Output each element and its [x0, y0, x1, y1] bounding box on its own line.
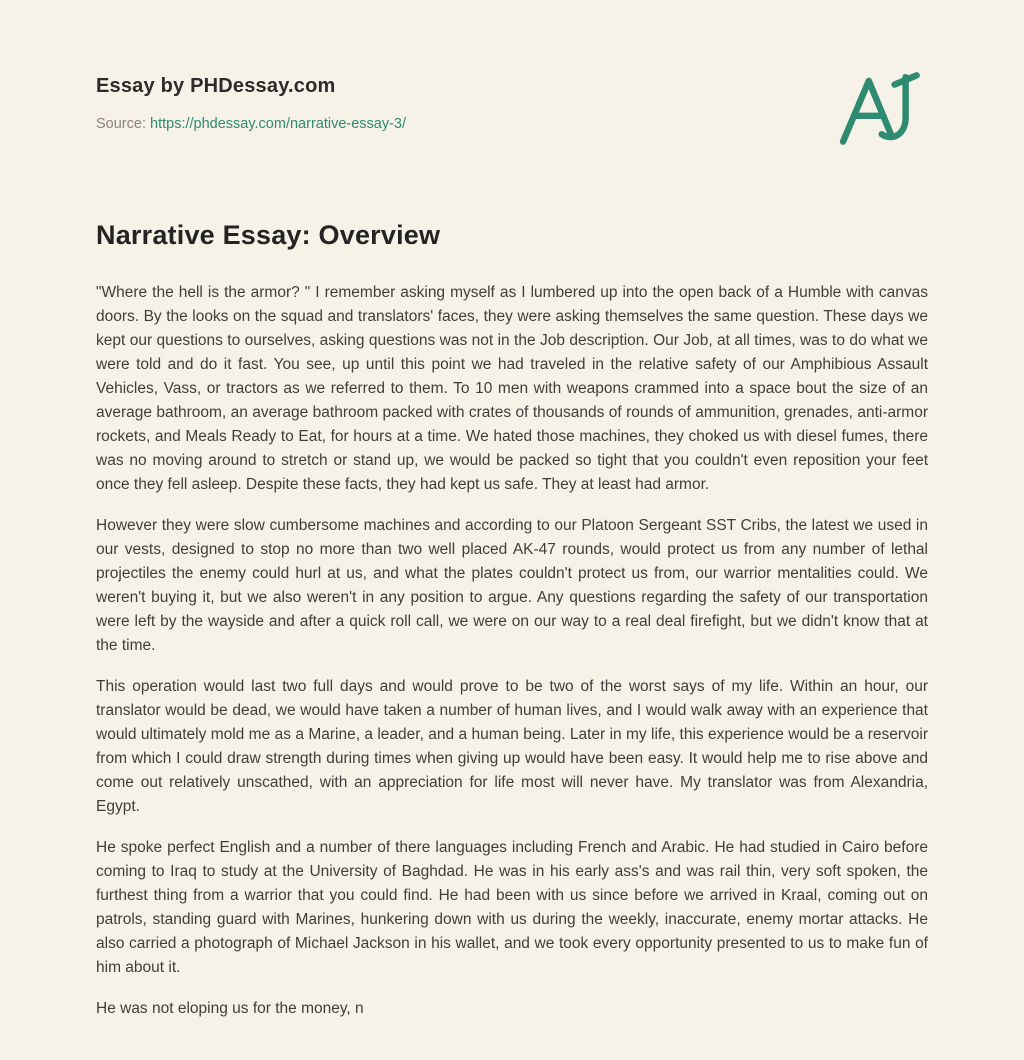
source-url-link[interactable]: https://phdessay.com/narrative-essay-3/	[150, 116, 407, 132]
essay-paragraph: He was not eloping us for the money, n	[96, 1000, 364, 1017]
source-line	[96, 116, 928, 132]
essay-paragraph: This operation would last two full days and would prove to be two of the worst says of my life. Within an hour, our translator would be dead, we would have taken a number of human lives, and I would walk away with an experience that would ultimately mold me as a Marine, a leader, and a human being. Later in my life, this experience would be a reservoir from which I could draw strength during times when giving up would have been easy. It would help me to rise above and come out relatively unscathed, with an appreciation for life most will never have. My translator was from Alexandria, Egypt.	[96, 678, 928, 815]
page-title: Essay by PHDessay.com	[96, 75, 336, 97]
essay-paragraph: "Where the hell is the armor? " I remember asking myself as I lumbered up into the open back of a Humble with canvas doors. By the looks on the squad and translators' faces, they were asking themselves the same question. These days we kept our questions to ourselves, asking questions was not in the Job description. Our Job, at all times, was to do what we were told and do it fast. You see, up until this point we had traveled in the relative safety of our Amphibious Assault Vehicles, Vass, or tractors as we referred to them. To 10 men with weapons crammed into a space bout the size of an average bathroom, an average bathroom packed with crates of thousands of rounds of ammunition, grenades, anti-armor rockets, and Meals Ready to Eat, for hours at a time. We hated those machines, they choked us with diesel fumes, there was no moving around to stretch or stand up, we would be packed so tight that you couldn't even reposition your feet once they fell asleep. Despite these facts, they had kept us safe. They at least had armor.	[96, 284, 928, 493]
essay-paragraph: However they were slow cumbersome machines and according to our Platoon Sergeant SST Cribs, the latest we used in our vests, designed to stop no more than two well placed AK-47 rounds, would protect us from any number of lethal projectiles the enemy could hurl at us, and what the plates couldn't protect us from, our warrior mentalities could. We weren't buying it, but we also weren't in any position to argue. Any questions regarding the safety of our transportation were left by the wayside and after a quick roll call, we were on our way to a real deal firefight, but we didn't know that at the time.	[96, 517, 928, 654]
article-title: Narrative Essay: Overview	[96, 220, 441, 250]
phdessay-logo-icon	[832, 68, 924, 160]
source-label: Source:	[96, 116, 146, 132]
article-body	[96, 281, 928, 1021]
essay-paragraph: He spoke perfect English and a number of there languages including French and Arabic. He had studied in Cairo before coming to Iraq to study at the University of Baghdad. He was in his early ass's and was rail thin, very soft spoken, the furthest thing from a warrior that you could find. He had been with us since before we arrived in Kraal, coming out on patrols, standing guard with Marines, hunkering down with us during the weekly, inaccurate, enemy mortar attacks. He also carried a photograph of Michael Jackson in his wallet, and we took every opportunity presented to us to make fun of him about it.	[96, 839, 928, 976]
